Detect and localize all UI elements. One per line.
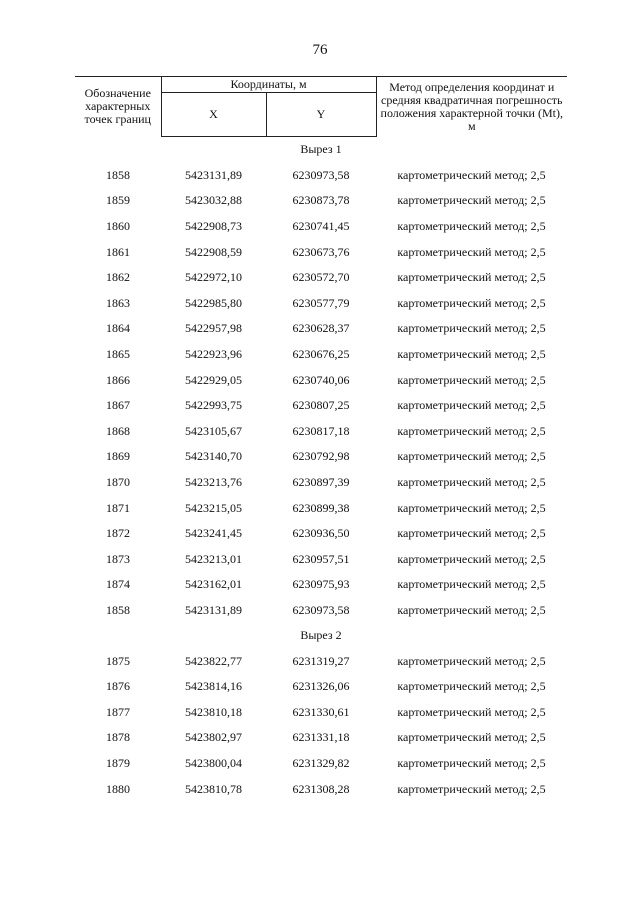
cell-method: картометрический метод; 2,5 [397,602,546,617]
cell-y: 6230673,76 [292,244,350,259]
cell-x: 5423131,89 [185,167,242,182]
cell-y: 6230973,58 [292,167,350,182]
cell-method: картометрический метод; 2,5 [397,167,546,182]
cell-x: 5423810,18 [185,704,242,719]
cell-y: 6230975,93 [292,577,350,592]
cell-point: 1880 [106,781,130,796]
table-row [75,188,567,214]
cell-y: 6230740,06 [292,372,350,387]
cell-point: 1871 [106,500,130,515]
section-row [75,137,567,163]
cell-point: 1865 [106,347,130,362]
cell-x: 5423215,05 [185,500,242,515]
cell-x: 5422993,75 [185,398,242,413]
cell-x: 5423162,01 [185,577,242,592]
cell-x: 5423213,01 [185,551,242,566]
cell-x: 5423810,78 [185,781,242,796]
table-row [75,648,567,674]
cell-point: 1869 [106,449,130,464]
cell-point: 1874 [106,577,130,592]
cell-y: 6231319,27 [292,653,350,668]
cell-method: картометрический метод; 2,5 [397,270,546,285]
cell-method: картометрический метод; 2,5 [397,500,546,515]
cell-method: картометрический метод; 2,5 [397,347,546,362]
page-number: 76 [312,42,328,58]
cell-y: 6230741,45 [292,219,350,234]
cell-method: картометрический метод; 2,5 [397,551,546,566]
header-x: X [161,93,266,137]
cell-point: 1866 [106,372,130,387]
cell-method: картометрический метод; 2,5 [397,679,546,694]
cell-x: 5422923,96 [185,347,242,362]
cell-point: 1872 [106,526,130,541]
cell-point: 1877 [106,704,130,719]
cell-point: 1862 [106,270,130,285]
table-row [75,367,567,393]
cell-y: 6231330,61 [292,704,350,719]
section-title: Вырез 2 [300,628,342,643]
table-row [75,265,567,291]
cell-x: 5423140,70 [185,449,242,464]
section-row [75,623,567,648]
cell-method: картометрический метод; 2,5 [397,244,546,259]
table-row [75,674,567,700]
cell-x: 5422929,05 [185,372,242,387]
cell-point: 1867 [106,398,130,413]
cell-x: 5423105,67 [185,423,242,438]
cell-method: картометрический метод; 2,5 [397,526,546,541]
cell-point: 1873 [106,551,130,566]
cell-y: 6231331,18 [292,730,350,745]
section-title: Вырез 1 [300,142,342,157]
cell-y: 6231326,06 [292,679,350,694]
cell-y: 6230973,58 [292,602,350,617]
cell-point: 1875 [106,653,130,668]
cell-x: 5423802,97 [185,730,242,745]
cell-y: 6230897,39 [292,475,350,490]
cell-x: 5422908,59 [185,244,242,259]
cell-y: 6230792,98 [292,449,350,464]
cell-y: 6230572,70 [292,270,350,285]
cell-x: 5422908,73 [185,219,242,234]
table-row [75,316,567,342]
cell-method: картометрический метод; 2,5 [397,755,546,770]
table-row [75,521,567,547]
cell-point: 1860 [106,219,130,234]
cell-method: картометрический метод; 2,5 [397,372,546,387]
cell-y: 6231308,28 [292,781,350,796]
cell-method: картометрический метод; 2,5 [397,423,546,438]
cell-x: 5423800,04 [185,755,242,770]
cell-method: картометрический метод; 2,5 [397,730,546,745]
cell-point: 1858 [106,602,130,617]
cell-point: 1878 [106,730,130,745]
header-method: Метод определения координат и средняя квадратичная погрешность положения характерной точки (Mt), м [376,77,567,137]
cell-point: 1863 [106,295,130,310]
table-row [75,699,567,725]
cell-x: 5423814,16 [185,679,242,694]
table-row [75,342,567,368]
cell-method: картометрический метод; 2,5 [397,193,546,208]
cell-point: 1864 [106,321,130,336]
cell-method: картометрический метод; 2,5 [397,295,546,310]
table-header [75,77,567,137]
cell-y: 6230957,51 [292,551,350,566]
header-y: Y [266,93,376,137]
cell-y: 6230628,37 [292,321,350,336]
table-row [75,547,567,573]
table-row [75,725,567,751]
cell-point: 1870 [106,475,130,490]
table-row [75,751,567,777]
cell-method: картометрический метод; 2,5 [397,449,546,464]
table-row [75,572,567,598]
cell-method: картометрический метод; 2,5 [397,577,546,592]
cell-x: 5422957,98 [185,321,242,336]
table-row [75,214,567,240]
cell-y: 6230899,38 [292,500,350,515]
cell-y: 6230577,79 [292,295,350,310]
cell-x: 5423032,88 [185,193,242,208]
cell-y: 6230873,78 [292,193,350,208]
coordinates-table [75,76,567,802]
cell-x: 5423131,89 [185,602,242,617]
table-row [75,444,567,470]
cell-y: 6231329,82 [292,755,350,770]
table-row [75,291,567,317]
cell-x: 5422985,80 [185,295,242,310]
cell-method: картометрический метод; 2,5 [397,781,546,796]
table-row [75,598,567,624]
header-point: Обозначение характерных точек границ [75,77,161,137]
header-coordinates: Координаты, м [161,77,376,93]
cell-x: 5423822,77 [185,653,242,668]
cell-point: 1876 [106,679,130,694]
table-row [75,495,567,521]
table-row [75,239,567,265]
table-row [75,393,567,419]
cell-y: 6230817,18 [292,423,350,438]
cell-point: 1859 [106,193,130,208]
cell-method: картометрический метод; 2,5 [397,704,546,719]
cell-x: 5423241,45 [185,526,242,541]
cell-point: 1868 [106,423,130,438]
cell-x: 5422972,10 [185,270,242,285]
cell-y: 6230936,50 [292,526,350,541]
table-row [75,163,567,189]
cell-point: 1879 [106,755,130,770]
cell-x: 5423213,76 [185,475,242,490]
cell-y: 6230807,25 [292,398,350,413]
cell-method: картометрический метод; 2,5 [397,219,546,234]
table-body [75,137,567,802]
table-row [75,470,567,496]
cell-point: 1861 [106,244,130,259]
cell-point: 1858 [106,167,130,182]
cell-y: 6230676,25 [292,347,350,362]
cell-method: картометрический метод; 2,5 [397,321,546,336]
cell-method: картометрический метод; 2,5 [397,398,546,413]
table-row [75,419,567,445]
cell-method: картометрический метод; 2,5 [397,475,546,490]
table-row [75,776,567,802]
cell-method: картометрический метод; 2,5 [397,653,546,668]
